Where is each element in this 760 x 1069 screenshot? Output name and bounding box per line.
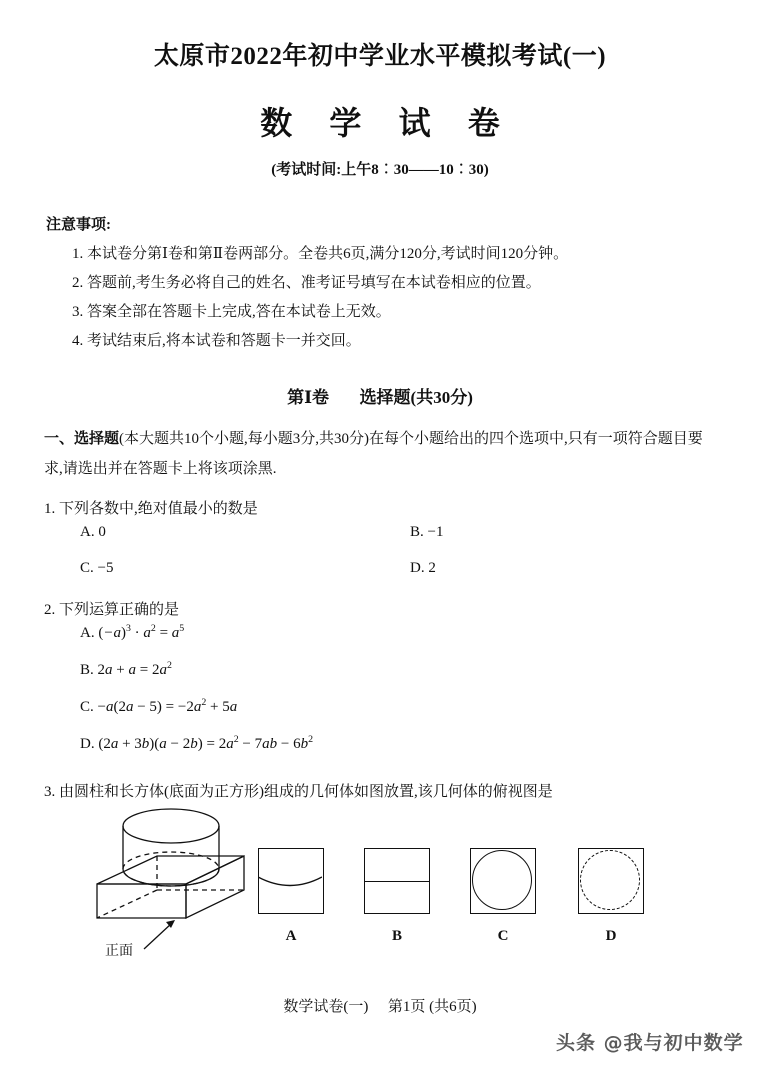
instruction-body: (本大题共10个小题,每小题3分,共30分)在每个小题给出的四个选项中,只有一项符合题目要求,请选出并在答题卡上将该项涂黑.: [44, 431, 703, 477]
question-number: 3.: [44, 784, 56, 800]
option-row: [44, 693, 720, 730]
option-row: [44, 619, 720, 656]
option-b-figure[interactable]: [364, 848, 434, 945]
option-b[interactable]: B. $2a + a = 2a^2$: [80, 660, 172, 678]
question-text: 下列运算正确的是: [59, 602, 180, 618]
option-row: [44, 554, 720, 590]
question-1: [44, 497, 720, 590]
option-caption: C: [497, 928, 509, 944]
notice-item: 2. 答题前,考生务必将自己的姓名、准考证号填写在本试卷相应的位置。: [72, 275, 541, 291]
volume-label: 第Ⅰ卷: [287, 388, 330, 407]
notice-block: [46, 213, 716, 356]
question-3: [44, 780, 720, 801]
question-number: 2.: [44, 602, 56, 618]
option-a-figure[interactable]: [258, 848, 328, 945]
exam-time-note: (考试时间:上午8︰30——10︰30): [271, 162, 489, 178]
notice-title: 注意事项:: [46, 217, 111, 233]
option-row: [44, 730, 720, 767]
option-row: [44, 518, 720, 554]
watermark: 头条 @我与初中数学: [556, 1032, 744, 1054]
page-footer: [0, 995, 760, 1016]
option-c[interactable]: C. −5: [80, 560, 114, 576]
section-instruction: [44, 424, 720, 484]
section-heading: [0, 383, 760, 408]
option-b[interactable]: B. −1: [410, 524, 444, 540]
question-stem: [44, 598, 720, 619]
option-a[interactable]: A. 0: [80, 524, 106, 540]
subject-title: 数 学 试 卷: [260, 104, 513, 142]
dashed-circle-icon: [580, 850, 640, 910]
option-d[interactable]: D. 2: [410, 560, 436, 576]
footer-paper-name: 数学试卷(一): [283, 999, 369, 1015]
footer-page-info: 第1页 (共6页): [387, 999, 477, 1015]
square-with-dashed-circle-shape: [578, 848, 644, 914]
option-a[interactable]: A. $(-a)^3 \cdot a^2 = a^5$: [80, 623, 185, 641]
question-stem: [44, 780, 720, 801]
instruction-lead: 一、选择题: [44, 431, 120, 447]
square-with-solid-circle-shape: [470, 848, 536, 914]
option-caption: D: [605, 928, 617, 944]
option-caption: A: [285, 928, 297, 944]
question-text: 下列各数中,绝对值最小的数是: [59, 501, 258, 517]
section-type-label: 选择题(共30分): [359, 388, 473, 407]
option-d[interactable]: D. $(2a + 3b)(a - 2b) = 2a^2 - 7ab - 6b^2$: [80, 734, 314, 752]
notice-item: 4. 考试结束后,将本试卷和答题卡一并交回。: [72, 333, 361, 349]
option-d-figure[interactable]: [578, 848, 648, 945]
notice-item: 3. 答案全部在答题卡上完成,答在本试卷上无效。: [72, 304, 391, 320]
question-number: 1.: [44, 501, 56, 517]
question-stem: [44, 497, 720, 518]
question-text: 由圆柱和长方体(底面为正方形)组成的几何体如图放置,该几何体的俯视图是: [59, 784, 553, 800]
horizontal-divider-line: [365, 881, 429, 882]
question-3-options: [0, 848, 760, 958]
arc-icon: [258, 848, 322, 912]
option-c[interactable]: C. $-a(2a - 5) = -2a^2 + 5a$: [80, 697, 238, 715]
question-2: [44, 598, 720, 767]
option-row: [44, 656, 720, 693]
option-caption: B: [391, 928, 402, 944]
front-view-label: 正面: [105, 944, 133, 959]
solid-circle-icon: [472, 850, 532, 910]
square-with-line-shape: [364, 848, 430, 914]
square-with-arc-shape: [258, 848, 324, 914]
page-title: 太原市2022年初中学业水平模拟考试(一): [153, 43, 607, 70]
notice-item: 1. 本试卷分第Ⅰ卷和第Ⅱ卷两部分。全卷共6页,满分120分,考试时间120分钟。: [72, 246, 569, 262]
option-c-figure[interactable]: [470, 848, 540, 945]
